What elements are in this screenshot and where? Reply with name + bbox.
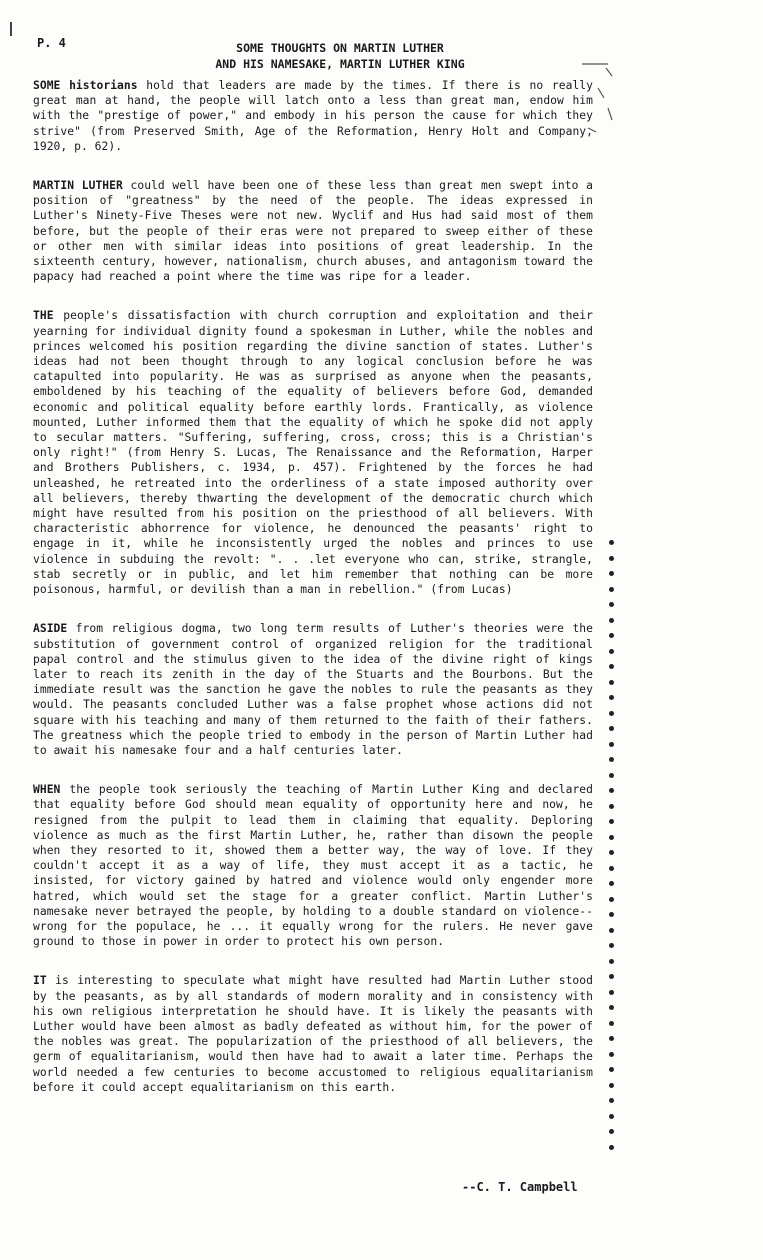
title-line-2: AND HIS NAMESAKE, MARTIN LUTHER KING [215, 57, 465, 71]
margin-dot-column [606, 540, 620, 1160]
paragraph-lead: THE [33, 309, 54, 323]
margin-dot [609, 757, 614, 762]
paragraph-lead: ASIDE [33, 622, 68, 636]
margin-dot [609, 1036, 614, 1041]
paragraph-4 [33, 621, 593, 758]
margin-dot [609, 974, 614, 979]
margin-dot [609, 711, 614, 716]
margin-dot [609, 850, 614, 855]
margin-dot [609, 618, 614, 623]
title-line-1: SOME THOUGHTS ON MARTIN LUTHER [236, 41, 444, 55]
paragraph-5 [33, 782, 593, 949]
paragraph-lead: IT [33, 974, 47, 988]
margin-dot [609, 695, 614, 700]
margin-dot [609, 633, 614, 638]
margin-dot [609, 742, 614, 747]
margin-dot [609, 556, 614, 561]
margin-dot [609, 602, 614, 607]
margin-dot [609, 540, 614, 545]
margin-dot [609, 866, 614, 871]
margin-dot [609, 835, 614, 840]
paragraph-lead: MARTIN LUTHER [33, 179, 123, 193]
margin-dot [609, 1114, 614, 1119]
margin-dot [609, 788, 614, 793]
margin-dot [609, 1067, 614, 1072]
margin-dot [609, 1145, 614, 1150]
page-number: P. 4 [37, 36, 66, 50]
margin-dot [609, 1005, 614, 1010]
margin-dot [609, 664, 614, 669]
margin-dot [609, 1083, 614, 1088]
margin-dot [609, 773, 614, 778]
margin-dot [609, 726, 614, 731]
margin-dot [609, 680, 614, 685]
margin-dot [609, 897, 614, 902]
document-title [180, 40, 500, 72]
paragraph-text: from religious dogma, two long term results of Luther's theories were the substitution of government control of organized religion for the traditional papal control and the stimulus given to the idea of the divine right of kings later to reach its zenith in the day of the Stuarts and the Bourbons. But the immediate result was the sanction he gave the nobles to rule the peasants as they would. The peasants concluded Luther was a false prophet whose actions did not square with his teaching and many of them returned to the faith of their fathers. The greatness which the people tried to embody in the person of Martin Luther had to await his namesake four and a half centuries later. [33, 622, 593, 757]
margin-dot [609, 804, 614, 809]
paragraph-text: could well have been one of these less than great men swept into a position of "greatness" by the need of the people. The ideas expressed in Luther's Ninety-Five Theses were not new. Wyclif and Hus had said most of them before, but the people of their eras were not prepared to sweep either of these or other men with similar ideas into positions of great leadership. In the sixteenth century, however, nationalism, church abuses, and antagonism toward the papacy had reached a point where the time was ripe for a leader. [33, 179, 593, 284]
margin-dot [609, 649, 614, 654]
paragraph-6 [33, 973, 593, 1095]
margin-dot [609, 912, 614, 917]
margin-dot [609, 990, 614, 995]
paragraph-text: the people took seriously the teaching of Martin Luther King and declared that equality before God should mean equality of opportunity here and now, he resigned from the pulpit to lead them in claiming that equality. Deploring violence as much as the first Martin Luther, he, rather than disown the people when they resorted to it, showed them a better way, the way of love. If they couldn't accept it as a way of life, they must accept it as a tactic, he insisted, for victory gained by hatred and violence would only engender more hatred, which would set the stage for a greater conflict. Martin Luther's namesake never betrayed the people, by holding to a double standard on violence--wrong for the populace, he ... it equally wrong for the rulers. He never gave ground to those in power in order to protect his own person. [33, 783, 593, 949]
edge-mark [10, 22, 12, 36]
margin-dot [609, 587, 614, 592]
margin-dot [609, 959, 614, 964]
margin-dot [609, 1052, 614, 1057]
paragraph-text: is interesting to speculate what might have resulted had Martin Luther stood by the peasants, as by all standards of modern morality and in consistency with his own religious interpretation he should have. It is likely the peasants with Luther would have been almost as badly defeated as without him, for the power of the nobles was great. The popularization of the priesthood of all believers, the germ of equalitarianism, would then have had to await a later time. Perhaps the world needed a few centuries to become accustomed to religious equalitarianism before it could accept equalitarianism on this earth. [33, 974, 593, 1094]
margin-dot [609, 928, 614, 933]
margin-dot [609, 881, 614, 886]
paragraph-3 [33, 308, 593, 597]
document-body [33, 78, 593, 1119]
paragraph-lead: WHEN [33, 783, 61, 797]
margin-dot [609, 1021, 614, 1026]
margin-dot [609, 943, 614, 948]
margin-dot [609, 819, 614, 824]
margin-dot [609, 1129, 614, 1134]
paragraph-lead: SOME historians [33, 79, 138, 92]
paragraph-text: hold that leaders are made by the times. If there is no really great man at hand, the people will latch onto a less than great man, endow him with the "prestige of power," and embody in his person the cause for which they strive" (from Preserved Smith, Age of the Reformation, Henry Holt and Company, 1920, p. 62). [33, 79, 593, 153]
paragraph-text: people's dissatisfaction with church corruption and exploitation and their yearning for individual dignity found a spokesman in Luther, while the nobles and princes welcomed his position regarding the divine sanction of states. Luther's ideas had not been thought through to any logical conclusion before he was catapulted into popularity. He was as surprised as anyone when the peasants, emboldened by his teaching of the equality of believers before God, demanded economic and political equality before earthly lords. Frantically, as violence mounted, Luther informed them that the equality of which he spoke did not apply to secular matters. "Suffering, suffering, cross, cross; this is a Christian's only right!" (from Henry S. Lucas, The Renaissance and the Reformation, Harper and Brothers Publishers, c. 1934, p. 457). Frightened by the forces he had unleashed, he retreated into the orderliness of a state imposed authority over all believers, thereby thwarting the development of the democratic church which might have resulted from his position on the priesthood of all believers. With characteristic abhorrence for violence, he denounced the peasants' right to engage in it, while he inconsistently urged the nobles and princes to use violence in subduing the revolt: ". . .let everyone who can, strike, strangle, stab secretly or in public, and let him remember that nothing can be more poisonous, harmful, or devilish than a man in rebellion." (from Lucas) [33, 309, 593, 597]
margin-dot [609, 571, 614, 576]
paragraph-1 [33, 78, 593, 154]
author-signature: --C. T. Campbell [462, 1180, 578, 1194]
paragraph-2 [33, 178, 593, 284]
margin-dot [609, 1098, 614, 1103]
